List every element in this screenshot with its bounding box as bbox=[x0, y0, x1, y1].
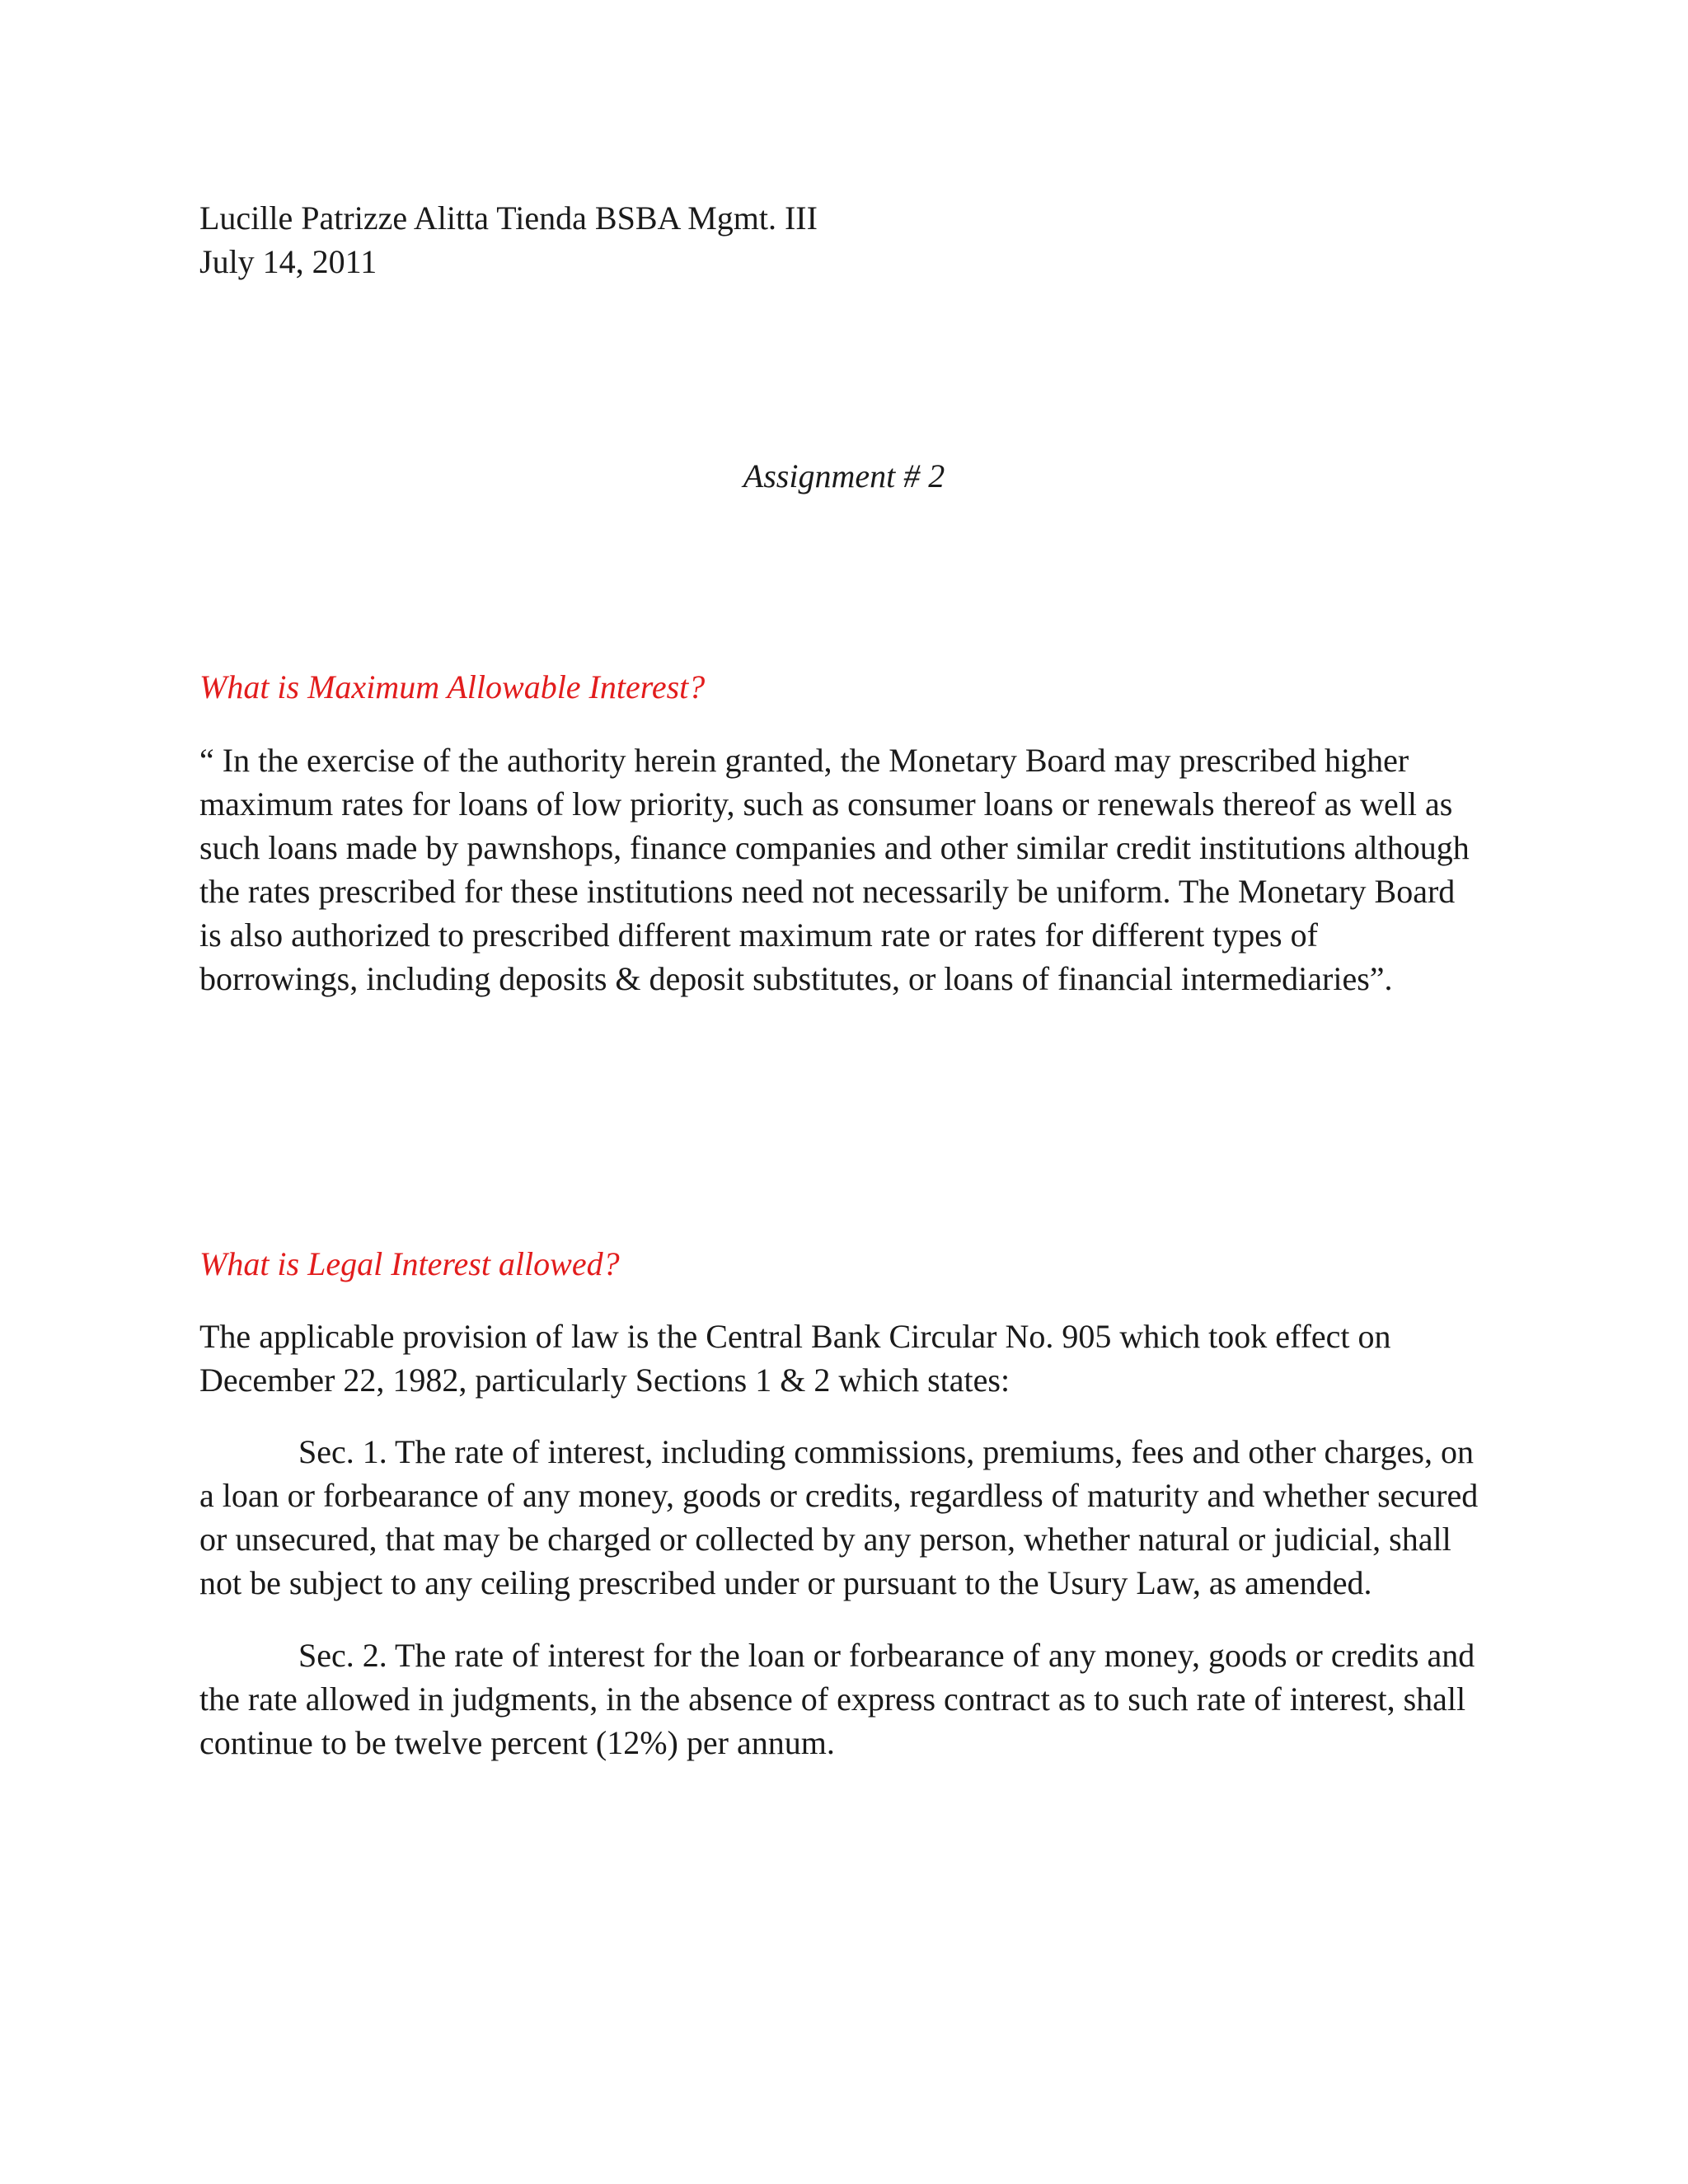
paragraph-line: Sec. 2. The rate of interest for the loan or forbearance of any money, goods or credits and bbox=[298, 1637, 1475, 1674]
paragraph-line: “ In the exercise of the authority herein granted, the Monetary Board may prescribed higher bbox=[199, 742, 1409, 779]
paragraph-line: the rates prescribed for these institutions need not necessarily be uniform. The Monetary Board bbox=[199, 873, 1456, 910]
paragraph-line: continue to be twelve percent (12%) per annum. bbox=[199, 1724, 835, 1761]
paragraph-line: such loans made by pawnshops, finance companies and other similar credit institutions although bbox=[199, 829, 1470, 866]
date-line: July 14, 2011 bbox=[199, 243, 377, 280]
paragraph-line: Sec. 1. The rate of interest, including commissions, premiums, fees and other charges, on bbox=[298, 1433, 1474, 1470]
question-heading-1: What is Maximum Allowable Interest? bbox=[199, 668, 706, 705]
section-1-paragraph bbox=[199, 1430, 1510, 1605]
paragraph-line: The applicable provision of law is the Central Bank Circular No. 905 which took effect on bbox=[199, 1318, 1391, 1355]
author-line: Lucille Patrizze Alitta Tienda BSBA Mgmt. III bbox=[199, 199, 818, 237]
paragraph-line: December 22, 1982, particularly Sections 1 & 2 which states: bbox=[199, 1361, 1010, 1399]
intro-paragraph bbox=[199, 1315, 1510, 1402]
paragraph-line: the rate allowed in judgments, in the absence of express contract as to such rate of interest, shall bbox=[199, 1680, 1466, 1718]
paragraph-line: a loan or forbearance of any money, goods or credits, regardless of maturity and whether secured bbox=[199, 1477, 1479, 1514]
paragraph-line: is also authorized to prescribed different maximum rate or rates for different types of bbox=[199, 916, 1318, 954]
paragraph-line: or unsecured, that may be charged or collected by any person, whether natural or judicial, shall bbox=[199, 1521, 1451, 1558]
paragraph-line: maximum rates for loans of low priority, such as consumer loans or renewals thereof as well as bbox=[199, 785, 1453, 823]
quote-paragraph bbox=[199, 738, 1510, 1001]
section-2-paragraph bbox=[199, 1633, 1510, 1765]
assignment-title: Assignment # 2 bbox=[743, 457, 945, 494]
question-heading-2: What is Legal Interest allowed? bbox=[199, 1245, 620, 1282]
paragraph-line: not be subject to any ceiling prescribed under or pursuant to the Usury Law, as amended. bbox=[199, 1564, 1372, 1601]
paragraph-line: borrowings, including deposits & deposit substitutes, or loans of financial intermediaries”. bbox=[199, 960, 1393, 997]
